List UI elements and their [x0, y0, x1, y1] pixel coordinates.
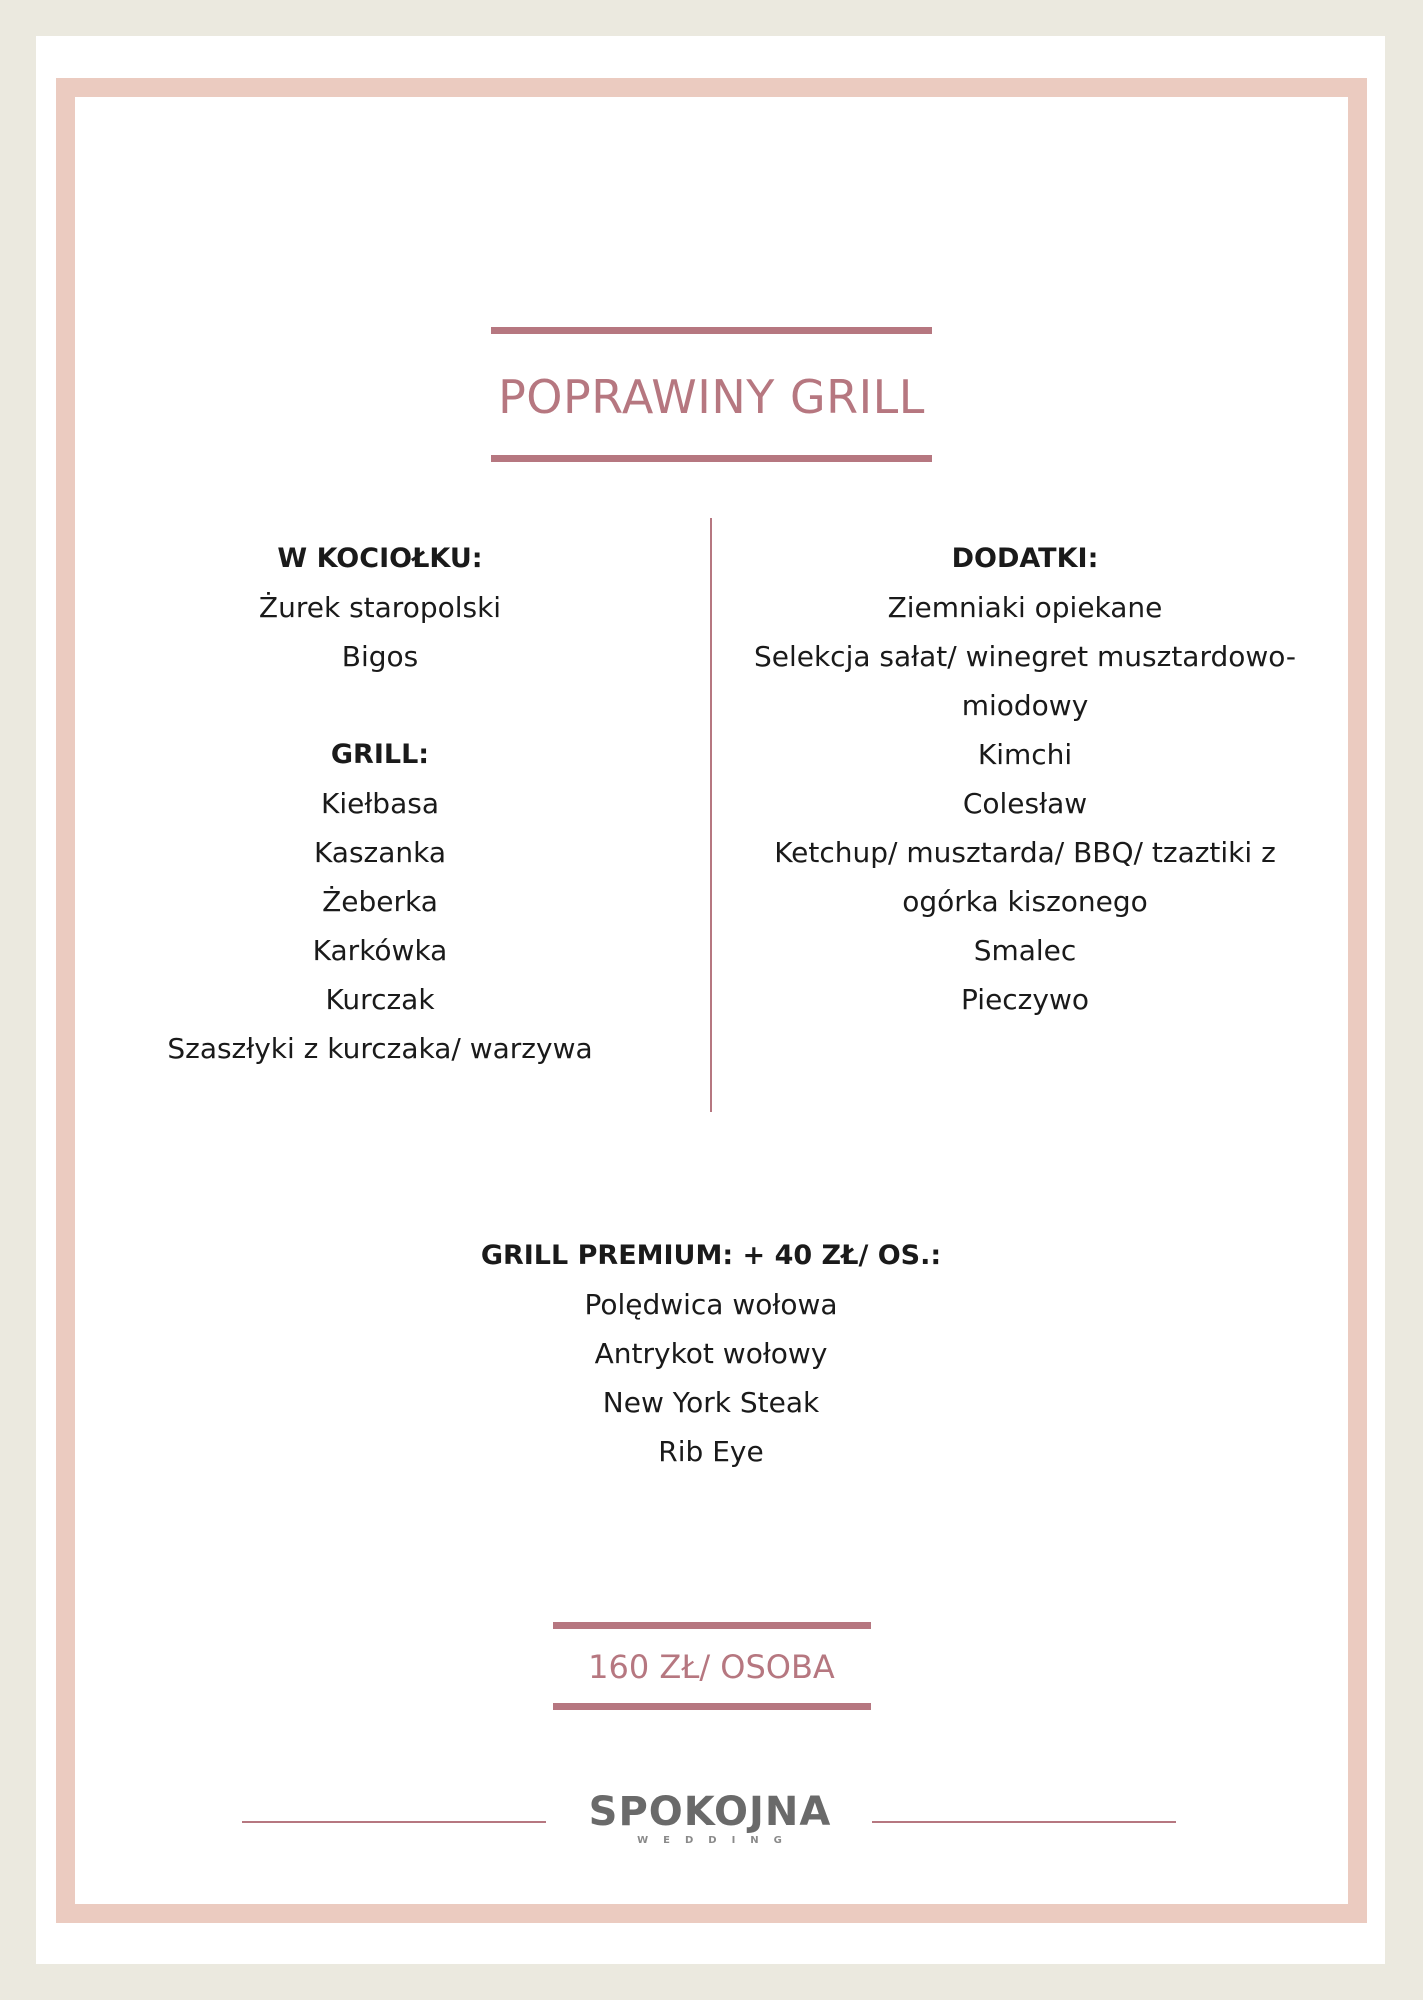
menu-title: POPRAWINY GRILL: [498, 370, 925, 424]
menu-item: miodowy: [961, 689, 1089, 722]
menu-item: Kiełbasa: [320, 787, 439, 820]
spacer: [160, 681, 600, 730]
menu-item: Smalec: [973, 934, 1077, 967]
menu-item: New York Steak: [602, 1386, 820, 1419]
section-heading-grill: GRILL:: [330, 739, 430, 770]
logo-wordmark: SPOKOJNA: [588, 1789, 832, 1835]
menu-item: Kimchi: [977, 738, 1073, 771]
menu-item: Ziemniaki opiekane: [887, 591, 1163, 624]
left-column: [160, 534, 600, 1073]
menu-item: Żeberka: [322, 885, 438, 918]
right-column: [745, 534, 1305, 1024]
price-label: 160 ZŁ/ OSOBA: [588, 1648, 835, 1686]
menu-item: Kaszanka: [313, 836, 447, 869]
menu-item: Szaszłyki z kurczaka/ warzywa: [167, 1032, 593, 1065]
menu-item: Pieczywo: [961, 983, 1089, 1016]
menu-item: ogórka kiszonego: [902, 885, 1148, 918]
title-rule-bottom: [491, 455, 932, 462]
menu-item: Kurczak: [325, 983, 435, 1016]
menu-item: Ketchup/ musztarda/ BBQ/ tzaztiki z: [774, 836, 1276, 869]
premium-section: [411, 1231, 1011, 1476]
menu-item: Polędwica wołowa: [584, 1288, 838, 1321]
logo-line-right: [872, 1821, 1176, 1823]
logo-line-left: [242, 1821, 546, 1823]
menu-item: Selekcja sałat/ winegret musztardowo-: [753, 640, 1297, 673]
price-rule-top: [553, 1622, 871, 1629]
menu-item: Colesław: [962, 787, 1088, 820]
menu-item: Antrykot wołowy: [594, 1337, 828, 1370]
logo-subtitle: WEDDING: [637, 1835, 797, 1846]
price-rule-bottom: [553, 1703, 871, 1710]
section-heading-dodatki: DODATKI:: [951, 543, 1099, 574]
spokojna-logo: [560, 1790, 860, 1848]
section-heading-kociolek: W KOCIOŁKU:: [277, 543, 483, 574]
menu-item: Rib Eye: [658, 1435, 764, 1468]
menu-item: Karkówka: [312, 934, 448, 967]
section-heading-premium: GRILL PREMIUM: + 40 ZŁ/ OS.:: [480, 1240, 942, 1271]
column-divider: [710, 518, 712, 1112]
menu-item: Żurek staropolski: [258, 591, 502, 624]
menu-item: Bigos: [341, 640, 419, 673]
title-rule-top: [491, 327, 932, 334]
